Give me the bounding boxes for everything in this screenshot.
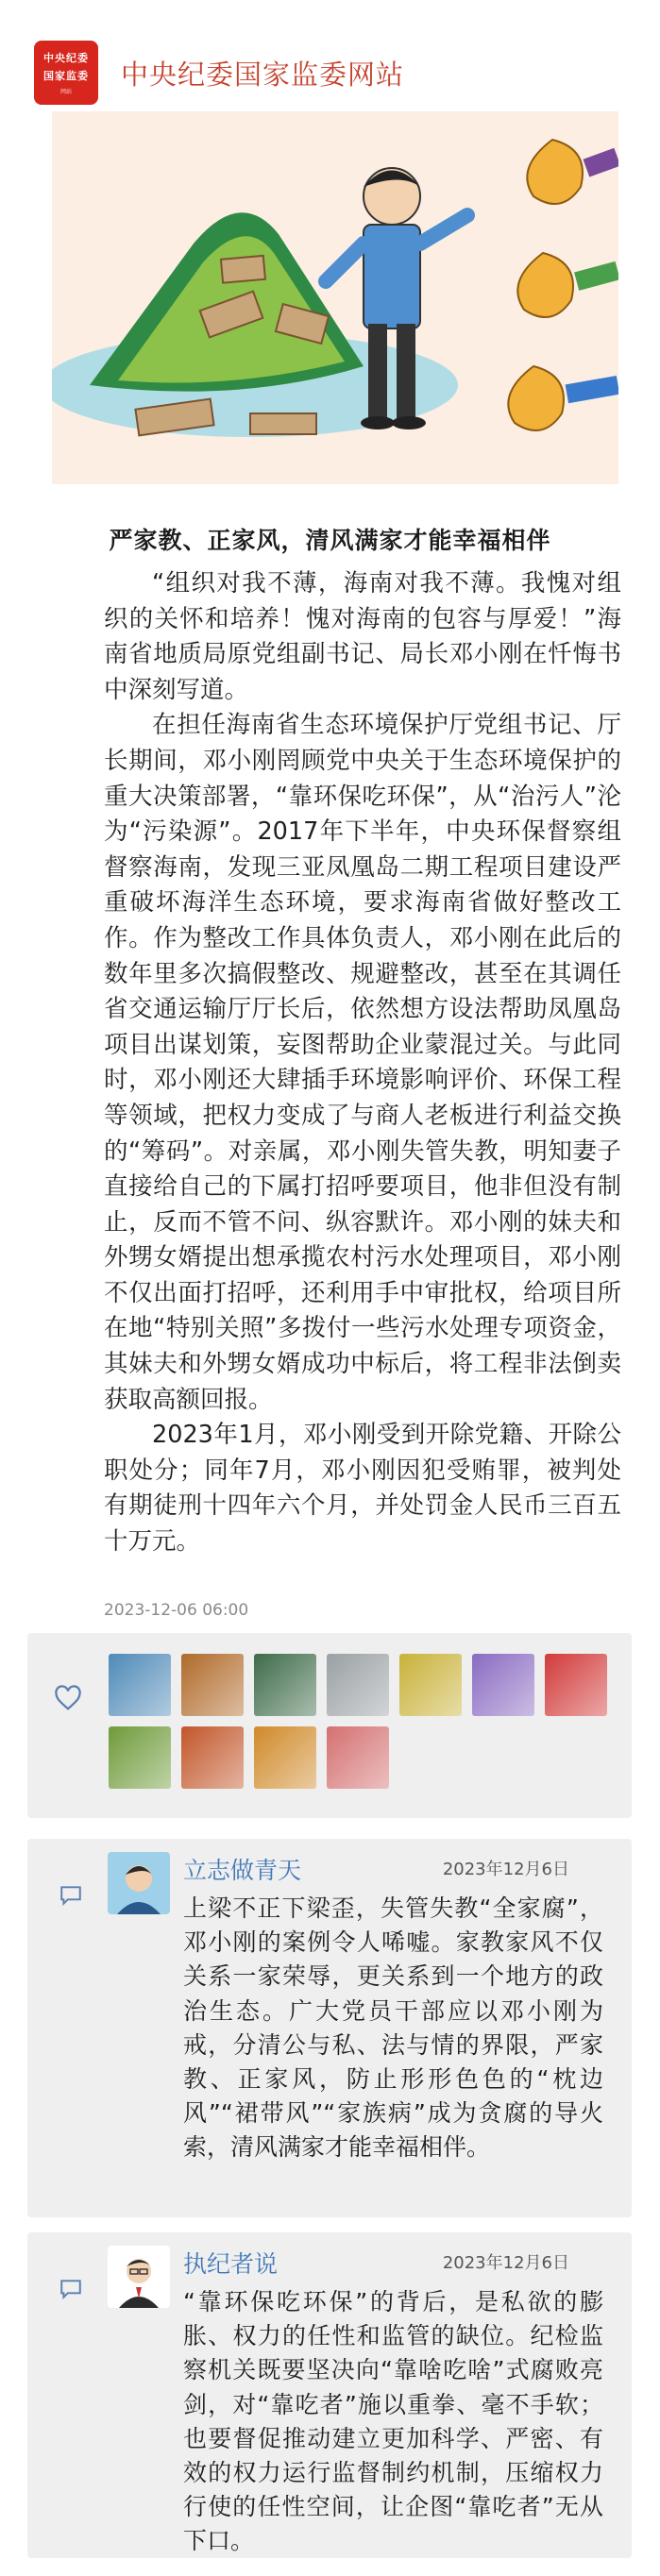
comment-card — [27, 1839, 632, 2217]
liker-avatar[interactable] — [181, 1654, 244, 1716]
site-logo[interactable] — [34, 41, 98, 105]
avatar[interactable] — [108, 2246, 170, 2308]
article-paragraph: “组织对我不薄，海南对我不薄。我愧对组织的关怀和培养！愧对海南的包容与厚爱！”海南省地质局原党组副书记、局长邓小刚在忏悔书中深刻写道。 — [104, 569, 621, 704]
liker-avatar[interactable] — [181, 1726, 244, 1789]
article-title: 严家教、正家风，清风满家才能幸福相伴 — [109, 527, 551, 554]
liker-avatar[interactable] — [399, 1654, 462, 1716]
illustration-svg — [52, 111, 618, 484]
comment-card — [27, 2232, 632, 2558]
liker-avatar[interactable] — [109, 1654, 171, 1716]
liker-avatar[interactable] — [254, 1726, 316, 1789]
logo-line-1: 中央纪委 — [43, 52, 89, 64]
site-header — [34, 40, 638, 106]
article-body — [104, 566, 621, 1560]
liker-avatar[interactable] — [109, 1726, 171, 1789]
article-timestamp: 2023-12-06 06:00 — [104, 1601, 249, 1620]
liker-avatar[interactable] — [327, 1726, 389, 1789]
comment-text: 上梁不正下梁歪，失管失教“全家腐”，邓小刚的案例令人唏嘘。家教家风不仅关系一家荣辱，更关系到一个地方的政治生态。广大党员干部应以邓小刚为戒，分清公与私、法与情的界限，严家教、正家风，防止形形色色的“枕边风”“裙带风”“家族病”成为贪腐的导火索，清风满家才能幸福相伴。 — [183, 1894, 603, 2162]
logo-line-2: 国家监委 — [43, 70, 89, 82]
heart-icon[interactable] — [54, 1684, 82, 1712]
avatar-portrait-icon — [108, 2246, 170, 2308]
liker-avatar[interactable] — [254, 1654, 316, 1716]
liker-avatar[interactable] — [327, 1654, 389, 1716]
comment-date: 2023年12月6日 — [442, 1860, 569, 1879]
article-paragraph: 在担任海南省生态环境保护厅党组书记、厅长期间，邓小刚罔顾党中央关于生态环境保护的重大决策部署，“靠环保吃环保”，从“治污人”沦为“污染源”。2017年下半年，中央环保督察组督察海南，发现三亚凤凰岛二期工程项目建设严重破坏海洋生态环境，要求海南省做好整改工作。作为整改工作具体负责人，邓小刚在此后的数年里多次搞假整改、规避整改，甚至在其调任省交通运输厅厅长后，依然想方设法帮助凤凰岛项目出谋划策，妄图帮助企业蒙混过关。与此同时，邓小刚还大肆插手环境影响评价、环保工程等领域，把权力变成了与商人老板进行利益交换的“筹码”。对亲属，邓小刚失管失教，明知妻子直接给自己的下属打招呼要项目，他非但没有制止，反而不管不问、纵容默许。邓小刚的妹夫和外甥女婿提出想承揽农村污水处理项目，邓小刚不仅出面打招呼，还利用手中审批权，给项目所在地“特别关照”多拨付一些污水处理专项资金，其妹夫和外甥女婿成功中标后，将工程非法倒卖获取高额回报。 — [104, 711, 621, 1414]
comment-date: 2023年12月6日 — [442, 2253, 569, 2273]
avatar[interactable] — [108, 1852, 170, 1914]
comment-text: “靠环保吃环保”的背后，是私欲的膨胀、权力的任性和监管的缺位。纪检监察机关既要坚决向“靠啥吃啥”式腐败亮剑，对“靠吃者”施以重拳、毫不手软；也要督促推动建立更加科学、严密、有效的权力运行监督制约机制，压缩权力行使的任性空间，让企图“靠吃者”无从下口。 — [183, 2288, 603, 2555]
article-illustration — [52, 111, 618, 484]
liker-avatars — [109, 1654, 618, 1789]
article-paragraph: 2023年1月，邓小刚受到开除党籍、开除公职处分；同年7月，邓小刚因犯受贿罪，被判处有期徒刑十四年六个月，并处罚金人民币三百五十万元。 — [104, 1421, 621, 1557]
comment-author[interactable]: 立志做青天 — [183, 1857, 302, 1884]
avatar-portrait-icon — [108, 1852, 170, 1914]
comment-author[interactable]: 执纪者说 — [183, 2250, 279, 2278]
logo-line-3: 网站 — [59, 89, 72, 95]
site-name[interactable]: 中央纪委国家监委网站 — [121, 58, 405, 91]
liker-avatar[interactable] — [472, 1654, 534, 1716]
liker-avatar[interactable] — [545, 1654, 607, 1716]
likes-panel — [27, 1633, 632, 1818]
comment-icon[interactable] — [59, 1883, 83, 1908]
comment-icon[interactable] — [59, 2277, 83, 2301]
